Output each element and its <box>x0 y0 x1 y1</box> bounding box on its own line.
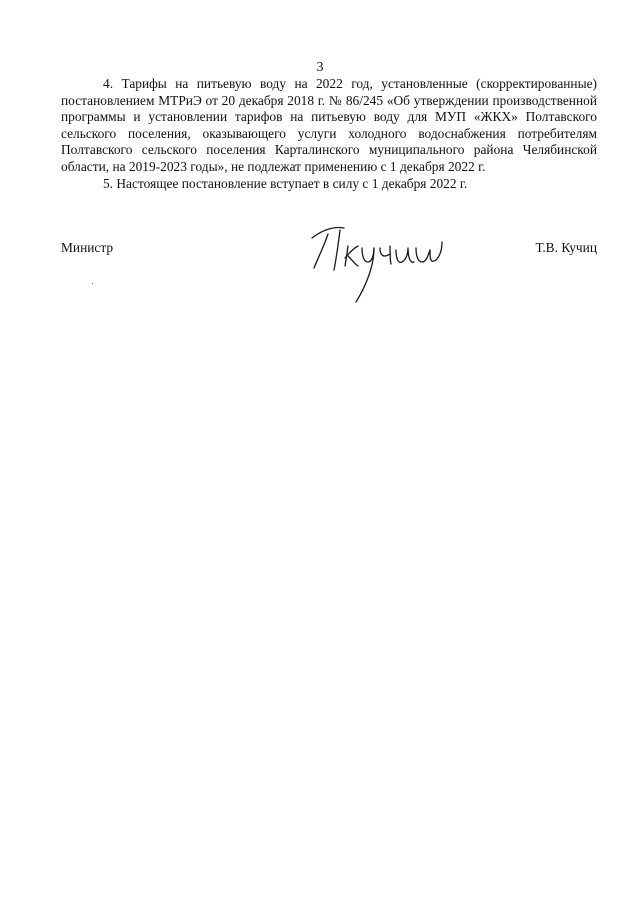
page-number: 3 <box>316 60 324 75</box>
signatory-name: Т.В. Кучиц <box>535 240 597 255</box>
paragraph-5: 5. Настоящее постановление вступает в силу с 1 декабря 2022 г. <box>103 175 468 191</box>
paragraph-4: 4. Тарифы на питьевую воду на 2022 год, установленные (скорректированные) постановлением МТРиЭ от 20 декабря 2018 г. № 86/245 «Об утверждении производственной программы и установлении тарифов на питьевую воду для МУП «ЖКХ» Полтавского сельского поселения, оказывающего услуги холодного водоснабжения потребителям Полтавского сельского поселения Карталинского муниципального района Челябинской области, на 2019-2023 годы», не подлежат применению с 1 декабря 2022 г. <box>61 76 597 174</box>
scan-speck <box>92 283 93 284</box>
handwritten-signature <box>304 220 444 310</box>
document-body <box>61 76 597 192</box>
signatory-position: Министр <box>61 240 114 255</box>
